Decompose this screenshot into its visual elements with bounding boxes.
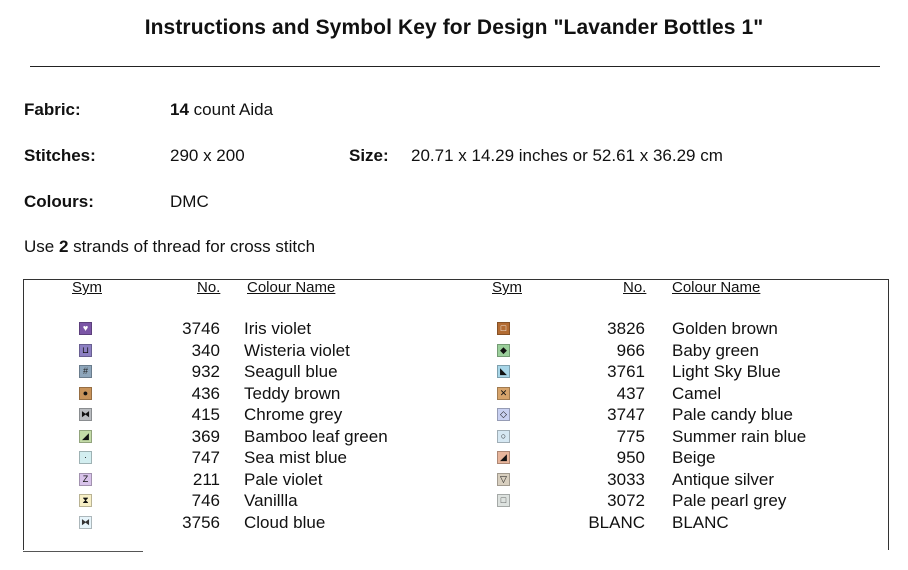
colour-row bbox=[0, 447, 908, 468]
colour-number: 747 bbox=[191, 448, 220, 467]
colour-symbol-icon: ♥ bbox=[79, 322, 92, 335]
colour-name: Bamboo leaf green bbox=[244, 426, 388, 446]
colour-name: Sea mist blue bbox=[244, 448, 347, 467]
strands-prefix: Use bbox=[24, 237, 55, 256]
colour-name: Teddy brown bbox=[244, 383, 341, 403]
colour-row bbox=[0, 383, 908, 404]
fabric-value bbox=[170, 100, 273, 120]
colour-symbol-icon: · bbox=[79, 451, 92, 464]
size-label: Size: bbox=[349, 146, 389, 165]
fabric-label: Fabric: bbox=[24, 100, 81, 119]
symbol-key-bottom-rule bbox=[23, 551, 143, 552]
colour-symbol-icon: ◢ bbox=[79, 430, 92, 443]
colour-number: 437 bbox=[616, 383, 645, 403]
colour-name: Light Sky Blue bbox=[672, 362, 781, 381]
colour-symbol-icon: # bbox=[79, 365, 92, 378]
colour-number: 932 bbox=[191, 362, 220, 381]
strands-instruction bbox=[24, 237, 315, 257]
colours-label: Colours: bbox=[24, 192, 94, 211]
colour-number: 966 bbox=[616, 340, 645, 360]
fabric-count: 14 bbox=[170, 100, 189, 119]
colour-row bbox=[0, 318, 908, 339]
colours-value: DMC bbox=[170, 192, 209, 211]
strands-suffix: strands of thread for cross stitch bbox=[73, 237, 316, 256]
colour-symbol-icon: ◆ bbox=[497, 344, 510, 357]
colour-row bbox=[0, 469, 908, 490]
stitches-label: Stitches: bbox=[24, 146, 96, 165]
colour-number: 3761 bbox=[607, 362, 645, 381]
header-no-right: No. bbox=[623, 279, 647, 296]
colour-symbol-icon: ◇ bbox=[497, 408, 510, 421]
colour-number: 415 bbox=[191, 405, 220, 424]
colour-number: BLANC bbox=[588, 512, 645, 532]
colour-name: Seagull blue bbox=[244, 362, 338, 381]
colour-name: Vanillla bbox=[244, 491, 298, 510]
page-title: Instructions and Symbol Key for Design "Lavander Bottles 1" bbox=[144, 16, 764, 39]
colour-name: Antique silver bbox=[672, 469, 775, 489]
stitches-value: 290 x 200 bbox=[170, 146, 245, 165]
colour-name: Summer rain blue bbox=[672, 426, 807, 446]
title-divider bbox=[30, 66, 880, 67]
colour-number: 3826 bbox=[607, 319, 645, 338]
colour-name: Cloud blue bbox=[244, 512, 326, 532]
header-no-left: No. bbox=[197, 279, 221, 296]
colour-symbol-icon bbox=[497, 516, 510, 529]
colour-number: 3072 bbox=[607, 491, 645, 510]
colour-row bbox=[0, 340, 908, 361]
colour-symbol-icon: ◢ bbox=[497, 451, 510, 464]
colour-name: Pale violet bbox=[244, 469, 323, 489]
colour-symbol-icon: ● bbox=[79, 387, 92, 400]
header-name-right: Colour Name bbox=[672, 279, 761, 296]
header-sym-left: Sym bbox=[72, 279, 102, 296]
colour-number: 436 bbox=[191, 383, 220, 403]
colour-name: Iris violet bbox=[244, 319, 312, 338]
colour-number: 3033 bbox=[607, 469, 645, 489]
colour-symbol-icon: ◣ bbox=[497, 365, 510, 378]
colour-symbol-icon: ▽ bbox=[497, 473, 510, 486]
colour-row bbox=[0, 512, 908, 533]
fabric-type: count Aida bbox=[193, 100, 274, 119]
colour-name: Camel bbox=[672, 383, 722, 403]
colour-name: Baby green bbox=[672, 340, 759, 360]
colour-name: Pale pearl grey bbox=[672, 491, 787, 510]
colour-number: 775 bbox=[616, 426, 645, 446]
colour-row bbox=[0, 404, 908, 425]
colour-number: 3756 bbox=[182, 512, 220, 532]
colour-symbol-icon: □ bbox=[497, 322, 510, 335]
colour-number: 746 bbox=[191, 491, 220, 510]
strands-count: 2 bbox=[58, 237, 69, 256]
header-sym-right: Sym bbox=[492, 279, 522, 296]
colour-symbol-icon: ○ bbox=[497, 430, 510, 443]
colour-number: 950 bbox=[616, 448, 645, 467]
colour-symbol-icon: ✕ bbox=[497, 387, 510, 400]
colour-symbol-icon: ⧓ bbox=[81, 516, 90, 527]
colour-symbol-icon: ⊔ bbox=[79, 344, 92, 357]
colour-row bbox=[0, 426, 908, 447]
colour-symbol-icon: Z bbox=[79, 473, 92, 486]
colour-number: 340 bbox=[191, 340, 220, 360]
colour-name: Chrome grey bbox=[244, 405, 343, 424]
colour-name: Wisteria violet bbox=[244, 340, 350, 360]
colour-name: Pale candy blue bbox=[672, 405, 793, 424]
colour-name: Golden brown bbox=[672, 319, 778, 338]
colour-symbol-icon: ⧓ bbox=[81, 409, 90, 419]
colour-number: 3746 bbox=[182, 319, 220, 338]
colour-symbol-icon: □ bbox=[497, 494, 510, 507]
colour-number: 369 bbox=[191, 426, 220, 446]
colour-row bbox=[0, 490, 908, 511]
colour-number: 3747 bbox=[607, 405, 645, 424]
colour-name: Beige bbox=[672, 448, 716, 467]
colour-symbol-icon: ⧗ bbox=[79, 494, 92, 507]
header-name-left: Colour Name bbox=[247, 279, 336, 296]
colour-number: 211 bbox=[192, 469, 220, 489]
colour-row bbox=[0, 361, 908, 382]
colour-name: BLANC bbox=[672, 512, 729, 532]
size-value: 20.71 x 14.29 inches or 52.61 x 36.29 cm bbox=[411, 146, 723, 165]
